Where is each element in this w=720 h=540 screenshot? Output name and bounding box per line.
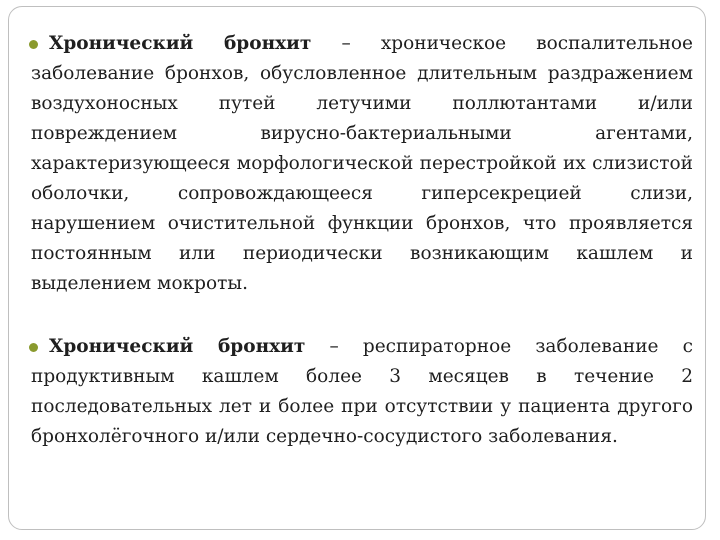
definition-text-1 <box>31 29 693 299</box>
definition-item-2 <box>31 332 693 452</box>
bullet-icon <box>29 343 38 352</box>
bullet-icon <box>29 40 38 49</box>
slide-frame <box>8 6 706 530</box>
definition-text-2 <box>31 332 693 452</box>
definition-term-1: Хронический бронхит <box>49 33 312 54</box>
definition-body-1: – хроническое воспалительное заболевание бронхов, обусловленное длительным раздражением воздухоносных путей летучими поллютантами и/или повреждением вирусно-бактериальными агентами, характеризующееся морфологической перестройкой их слизистой оболочки, сопровождающееся гиперсекрецией слизи, нарушением очистительной функции бронхов, что проявляется постоянным или периодически возникающим кашлем и выделением мокроты. <box>31 33 693 294</box>
definition-body-2: – респираторное заболевание с продуктивным кашлем более 3 месяцев в течение 2 последовательных лет и более при отсутствии у пациента другого бронхолёгочного и/или сердечно-сосудистого заболевания. <box>31 336 693 447</box>
definition-item-1 <box>31 29 693 299</box>
definition-term-2: Хронический бронхит <box>49 336 306 357</box>
